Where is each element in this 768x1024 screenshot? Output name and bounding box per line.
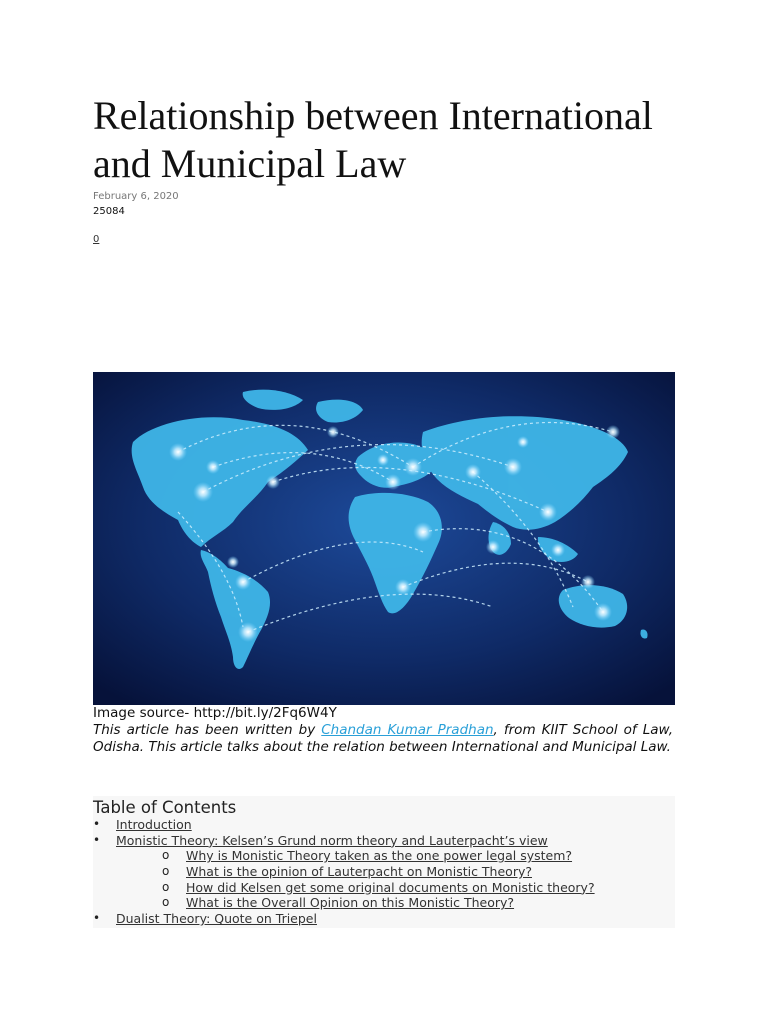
circle-bullet-icon: o	[162, 848, 170, 863]
table-of-contents	[93, 796, 675, 928]
toc-subitem	[93, 848, 675, 864]
bullet-icon: •	[93, 832, 101, 847]
circle-bullet-icon: o	[162, 895, 170, 910]
view-count: 25084	[93, 206, 125, 217]
circle-bullet-icon: o	[162, 879, 170, 894]
toc-item	[93, 817, 675, 833]
circle-bullet-icon: o	[162, 864, 170, 879]
toc-list	[93, 817, 675, 927]
toc-subitem	[93, 880, 675, 896]
toc-link-one-power[interactable]: Why is Monistic Theory taken as the one power legal system?	[186, 848, 573, 864]
publish-date: February 6, 2020	[93, 191, 179, 202]
toc-link-monistic-theory[interactable]: Monistic Theory: Kelsen’s Grund norm theory and Lauterpacht’s view	[116, 832, 548, 848]
intro-prefix: This article has been written by	[93, 722, 322, 738]
intro-paragraph	[93, 722, 673, 756]
toc-subitem	[93, 864, 675, 880]
bullet-icon: •	[93, 817, 101, 831]
toc-title: Table of Contents	[93, 798, 237, 817]
toc-item	[93, 911, 675, 927]
author-link[interactable]: Chandan Kumar Pradhan	[321, 722, 494, 738]
toc-link-introduction[interactable]: Introduction	[116, 817, 192, 832]
intro-suffix: , from KIIT School of Law, Odisha. This article talks about the relation between International and Municipal Law.	[93, 722, 673, 755]
toc-link-kelsen-documents[interactable]: How did Kelsen get some original documents on Monistic theory?	[186, 879, 595, 895]
toc-item	[93, 833, 675, 849]
article-title: Relationship between International and Municipal Law	[93, 93, 653, 186]
bullet-icon: •	[93, 911, 101, 926]
toc-link-overall-opinion[interactable]: What is the Overall Opinion on this Monistic Theory?	[186, 895, 515, 911]
toc-link-lauterpacht[interactable]: What is the opinion of Lauterpacht on Monistic Theory?	[186, 864, 532, 880]
comment-count-link[interactable]: 0	[93, 234, 100, 245]
image-caption: Image source- http://bit.ly/2Fq6W4Y	[93, 705, 337, 721]
world-map-image	[93, 372, 675, 705]
toc-link-dualist-theory[interactable]: Dualist Theory: Quote on Triepel	[116, 911, 317, 927]
toc-subitem	[93, 895, 675, 911]
